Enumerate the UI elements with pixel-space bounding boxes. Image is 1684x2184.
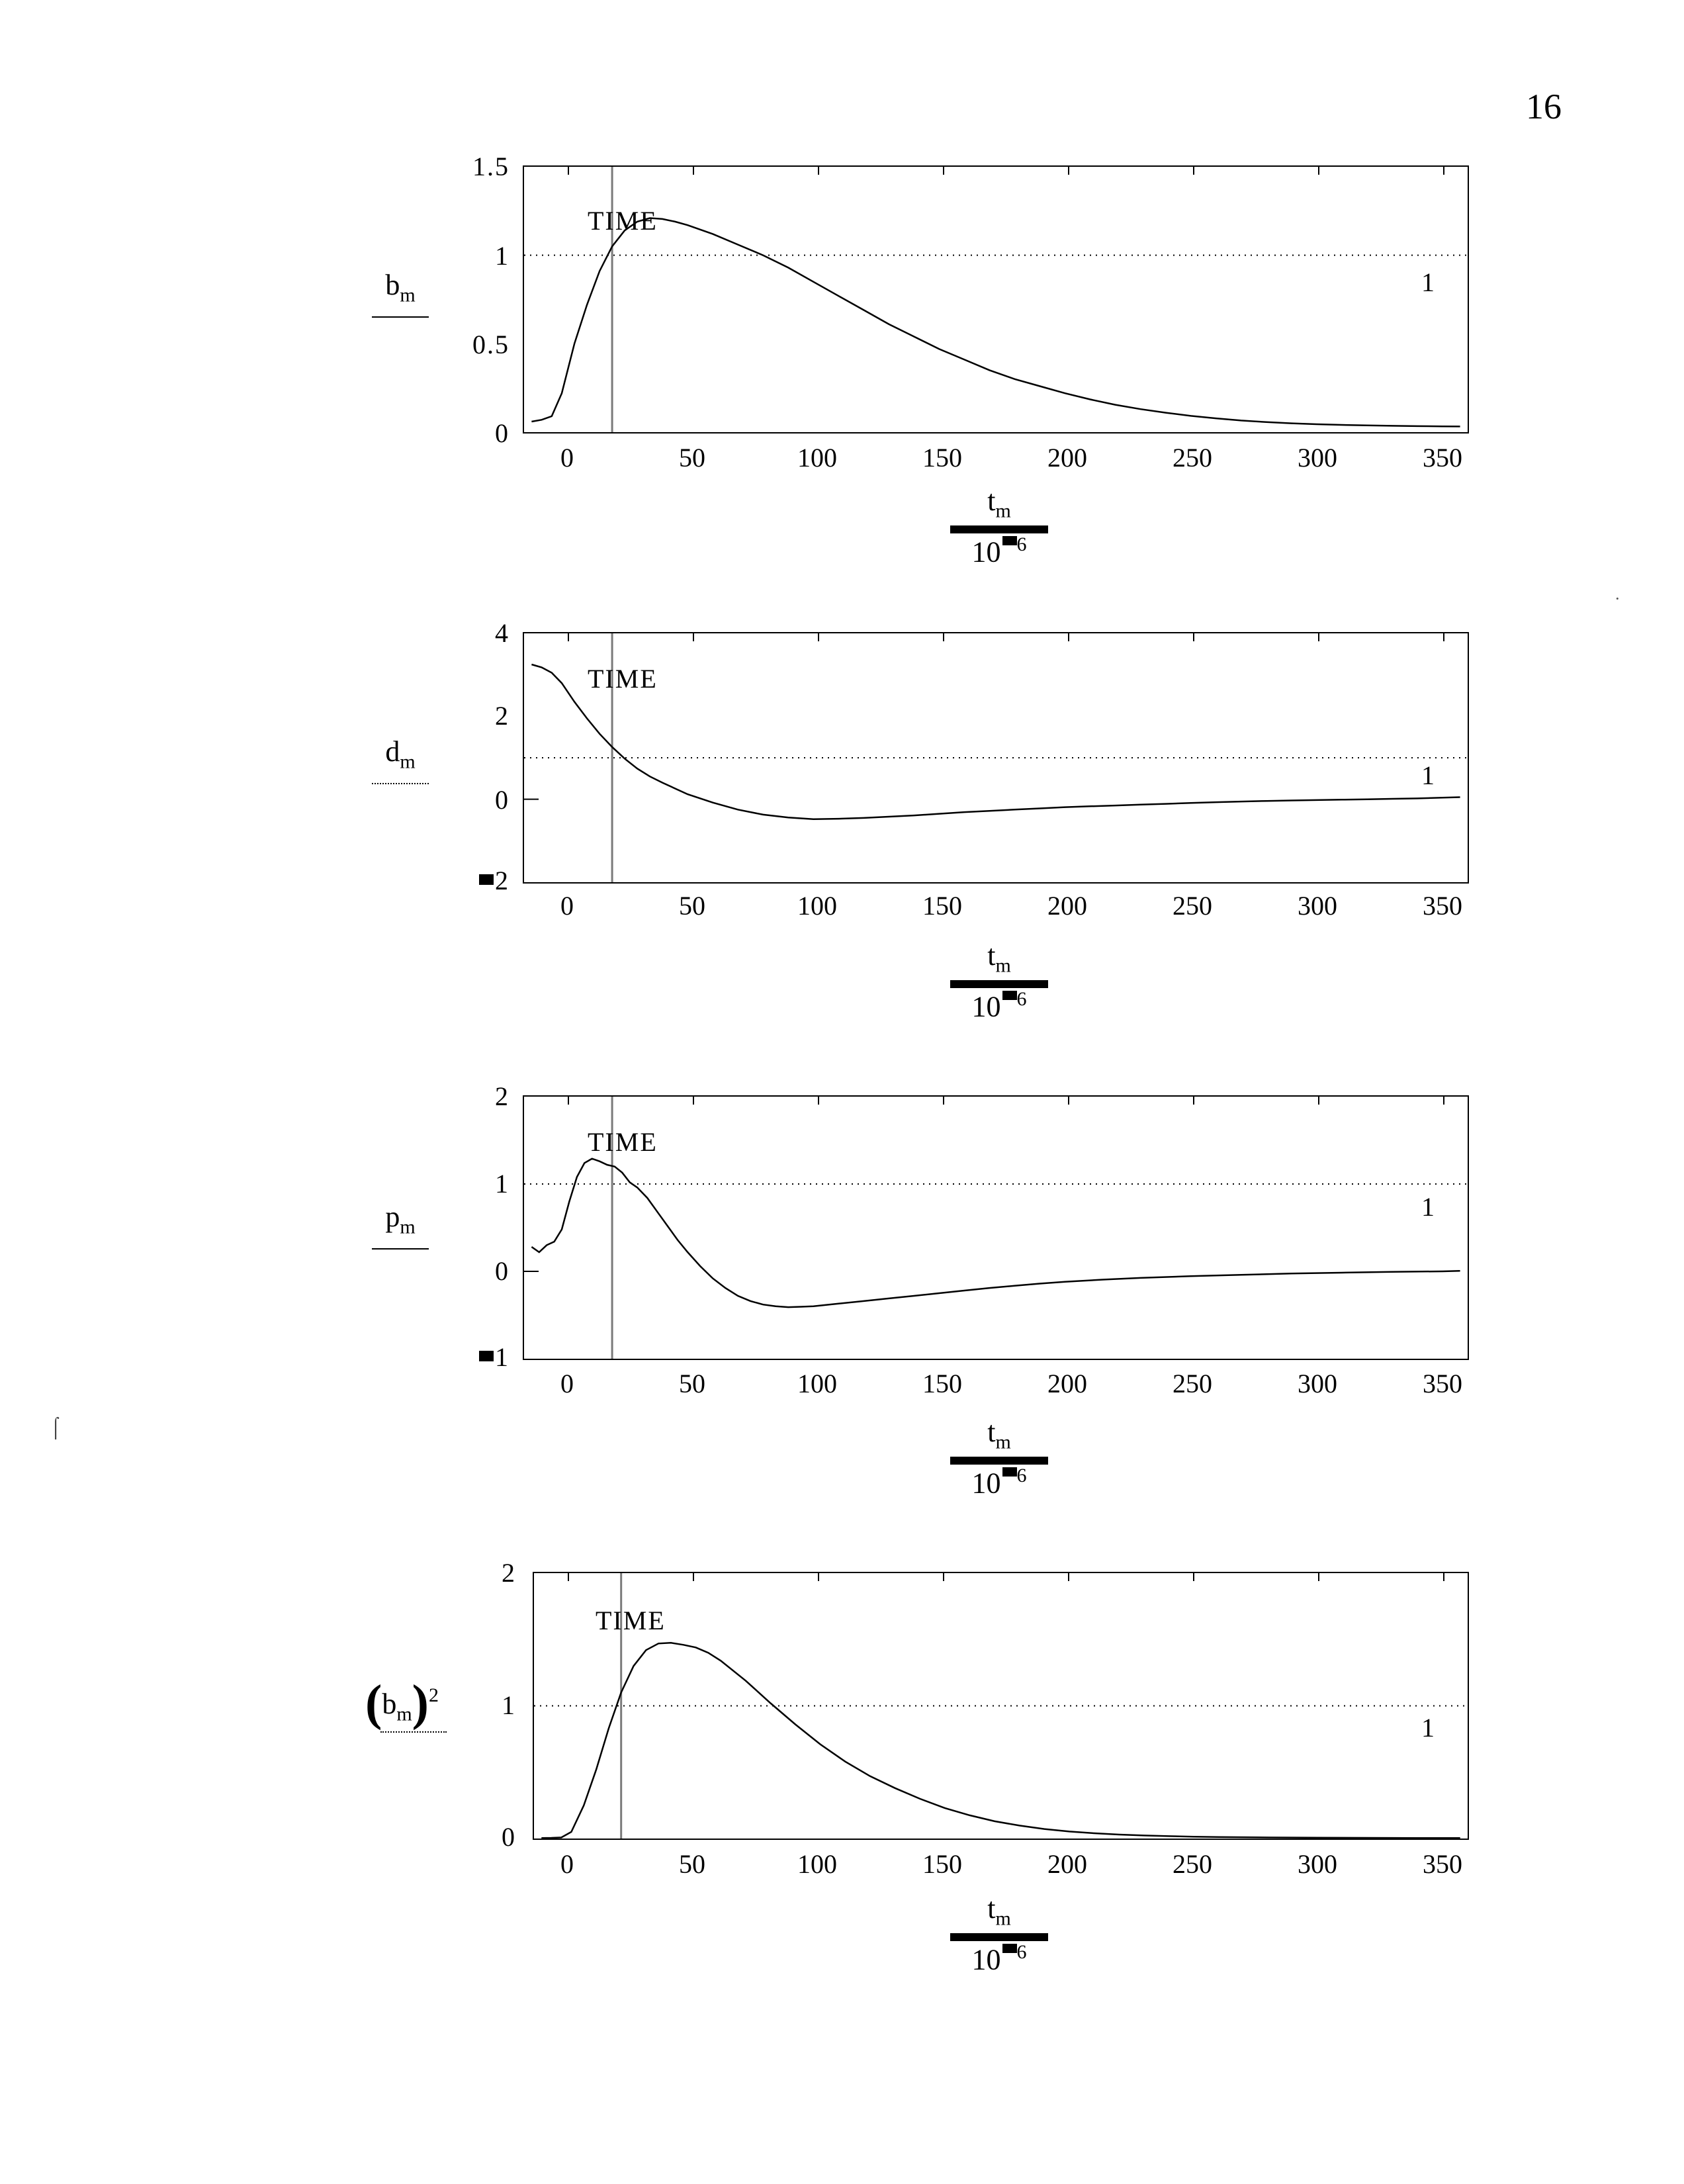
- figure-3-x-caption-minus: [1002, 1467, 1017, 1477]
- figure-1-x-caption-den-text: 10: [971, 535, 1001, 568]
- figure-3-x-caption-fraction-bar: [950, 1457, 1048, 1465]
- figure-1-x-caption-numerator: [940, 486, 1059, 522]
- figure-1-xtick-5: 250: [1173, 443, 1212, 473]
- figure-3-x-caption-num-sub: m: [995, 1431, 1011, 1453]
- figure-4-x-caption-minus: [1002, 1944, 1017, 1953]
- figure-2-y-axis-label-text: d: [385, 735, 400, 768]
- stray-mark-top-right: ·: [1615, 589, 1620, 608]
- figure-4-y-axis-label-sub: m: [396, 1703, 412, 1725]
- figure-2-y-axis-label: [347, 735, 453, 774]
- figure-3-xtick-5: 250: [1173, 1369, 1212, 1398]
- figure-1-svg: [524, 167, 1468, 432]
- figure-3-x-caption-num-text: t: [987, 1416, 996, 1448]
- figure-2-x-caption-num-text: t: [987, 939, 996, 972]
- figure-1-x-caption-num-text: t: [987, 484, 996, 517]
- figure-1-ytick-0: 0: [495, 418, 510, 448]
- figure-3-xtick-6: 300: [1298, 1369, 1337, 1398]
- figure-4-xtick-5: 250: [1173, 1849, 1212, 1879]
- figure-4-y-axis-label-text: b: [382, 1687, 397, 1720]
- figure-2-xtick-6: 300: [1298, 891, 1337, 921]
- figure-2-x-axis-caption: [940, 941, 1059, 1021]
- figure-3-curve: [531, 1159, 1460, 1307]
- figure-1-reference-label: 1: [1421, 267, 1435, 297]
- figure-3-xtick-4: 200: [1047, 1369, 1087, 1398]
- figure-1-y-axis-label-sub: m: [400, 284, 416, 306]
- figure-4-x-caption-num-sub: m: [995, 1907, 1011, 1930]
- figure-4-ytick-0: 0: [502, 1822, 516, 1852]
- figure-4-svg: [534, 1573, 1468, 1839]
- figure-2-xtick-5: 250: [1173, 891, 1212, 921]
- figure-2-x-caption-exp: 6: [1016, 987, 1027, 1010]
- figure-3-y-axis-label: [347, 1200, 453, 1239]
- figure-1-y-axis-label-text: b: [385, 269, 400, 301]
- figure-2-top-ticks: [568, 633, 1444, 641]
- figure-3-x-caption-numerator: [940, 1418, 1059, 1453]
- figure-4-x-caption-denominator: [940, 1942, 1059, 1975]
- figure-1-xtick-7: 350: [1423, 443, 1462, 473]
- figure-2-xtick-2: 100: [797, 891, 837, 921]
- figure-4-y-axis-rule: [380, 1731, 447, 1733]
- figure-4-y-axis-label-exponent: 2: [428, 1684, 439, 1706]
- page-number: 16: [1526, 87, 1562, 126]
- figure-4-x-caption-den-text: 10: [971, 1943, 1001, 1976]
- figure-1-xtick-4: 200: [1047, 443, 1087, 473]
- figure-4-xtick-3: 150: [922, 1849, 962, 1879]
- figure-2-xtick-0: 0: [560, 891, 574, 921]
- figure-1-x-axis-caption: [940, 486, 1059, 567]
- figure-3-ytick-1: 0: [495, 1256, 510, 1286]
- figure-3-y-axis-label-sub: m: [400, 1216, 416, 1238]
- figure-1-x-caption-num-sub: m: [995, 500, 1011, 522]
- figure-2-time-label: TIME: [588, 664, 658, 694]
- figure-1-xtick-2: 100: [797, 443, 837, 473]
- figure-2-x-caption-denominator: [940, 989, 1059, 1022]
- figure-1-plot-area: [523, 165, 1469, 433]
- figure-1-x-caption-denominator: [940, 535, 1059, 567]
- figure-1-time-label: TIME: [588, 206, 658, 236]
- figure-4-x-caption-exp: 6: [1016, 1940, 1027, 1963]
- figure-2-reference-label: 1: [1421, 760, 1435, 790]
- figure-2-x-caption-fraction-bar: [950, 980, 1048, 988]
- figure-2-xtick-3: 150: [922, 891, 962, 921]
- figure-1-xtick-1: 50: [679, 443, 705, 473]
- figure-4-reference-label: 1: [1421, 1713, 1435, 1743]
- figure-1-top-ticks: [568, 167, 1444, 175]
- figure-4-x-caption-num-text: t: [987, 1892, 996, 1925]
- figure-2-ytick-3: 4: [495, 618, 510, 648]
- figure-1-y-axis-label: [347, 268, 453, 307]
- figure-1-y-axis-rule: [372, 316, 429, 318]
- figure-3-ytick-0-minus: [479, 1351, 494, 1361]
- figure-2-x-caption-minus: [1002, 991, 1017, 1000]
- figure-4-xtick-4: 200: [1047, 1849, 1087, 1879]
- figure-2-ytick-0-minus: [479, 874, 494, 885]
- figure-1-ytick-2: 1: [495, 241, 510, 271]
- figure-3-time-label: TIME: [588, 1127, 658, 1157]
- figure-2-svg: [524, 633, 1468, 882]
- figure-2-x-caption-den-text: 10: [971, 990, 1001, 1023]
- figure-2-ytick-2: 2: [495, 701, 510, 731]
- figure-3-x-caption-exp: 6: [1016, 1464, 1027, 1486]
- figure-3-y-axis-label-text: p: [385, 1201, 400, 1233]
- figure-2-plot-area: [523, 632, 1469, 884]
- figure-4-y-axis-label-close-paren: ): [412, 1675, 429, 1731]
- figure-3-top-ticks: [568, 1097, 1444, 1105]
- figure-3-svg: [524, 1097, 1468, 1359]
- figure-3-x-caption-denominator: [940, 1466, 1059, 1498]
- figure-2-y-axis-rule: [372, 783, 429, 784]
- figure-1-ytick-3: 1.5: [472, 152, 510, 181]
- figure-1-x-caption-fraction-bar: [950, 525, 1048, 533]
- figure-4-xtick-6: 300: [1298, 1849, 1337, 1879]
- figure-3-xtick-3: 150: [922, 1369, 962, 1398]
- stray-mark-left-margin: ⌠: [50, 1416, 62, 1438]
- figure-4-xtick-2: 100: [797, 1849, 837, 1879]
- figure-2-xtick-1: 50: [679, 891, 705, 921]
- figure-4-time-label: TIME: [596, 1606, 666, 1635]
- figure-3-ytick-0: 1: [410, 1342, 510, 1373]
- figure-3-xtick-7: 350: [1423, 1369, 1462, 1398]
- figure-3-y-axis-rule: [372, 1248, 429, 1250]
- figure-4-x-axis-caption: [940, 1894, 1059, 1974]
- figure-4-curve: [541, 1643, 1460, 1838]
- figure-1-curve: [531, 218, 1460, 427]
- figure-3-ytick-2: 1: [495, 1169, 510, 1199]
- figure-3-xtick-2: 100: [797, 1369, 837, 1398]
- figure-2-ytick-1: 0: [495, 785, 510, 815]
- figure-4-xtick-1: 50: [679, 1849, 705, 1879]
- figure-2-ytick-0: 2: [410, 865, 510, 896]
- figure-2-y-axis-label-sub: m: [400, 751, 416, 773]
- figure-3-x-caption-den-text: 10: [971, 1467, 1001, 1499]
- figure-2-x-caption-numerator: [940, 941, 1059, 976]
- figure-4-xtick-0: 0: [560, 1849, 574, 1879]
- figure-4-xtick-7: 350: [1423, 1849, 1462, 1879]
- figure-1-x-caption-exp: 6: [1016, 533, 1027, 555]
- figure-4-y-axis-label-open-paren: (: [365, 1675, 382, 1731]
- figure-4-ytick-2: 2: [502, 1558, 516, 1588]
- figure-3-ytick-3: 2: [495, 1081, 510, 1111]
- figure-1-x-caption-minus: [1002, 536, 1017, 545]
- figure-4-x-caption-fraction-bar: [950, 1933, 1048, 1941]
- figure-2-xtick-4: 200: [1047, 891, 1087, 921]
- figure-4-top-ticks: [568, 1573, 1444, 1581]
- figure-1-xtick-6: 300: [1298, 443, 1337, 473]
- figure-3-xtick-1: 50: [679, 1369, 705, 1398]
- figure-3-xtick-0: 0: [560, 1369, 574, 1398]
- figure-3-x-axis-caption: [940, 1418, 1059, 1498]
- figure-2-x-caption-num-sub: m: [995, 954, 1011, 977]
- figure-4-ytick-1: 1: [502, 1690, 516, 1720]
- figure-3-plot-area: [523, 1095, 1469, 1360]
- figure-4-plot-area: [533, 1572, 1469, 1840]
- figure-1-xtick-3: 150: [922, 443, 962, 473]
- figure-3-reference-label: 1: [1421, 1192, 1435, 1222]
- figure-4-y-axis-label: [365, 1674, 439, 1732]
- figure-1-ytick-1: 0.5: [472, 330, 510, 359]
- figure-2-xtick-7: 350: [1423, 891, 1462, 921]
- figure-1-xtick-0: 0: [560, 443, 574, 473]
- figure-2-curve: [531, 664, 1460, 819]
- figure-4-x-caption-numerator: [940, 1894, 1059, 1929]
